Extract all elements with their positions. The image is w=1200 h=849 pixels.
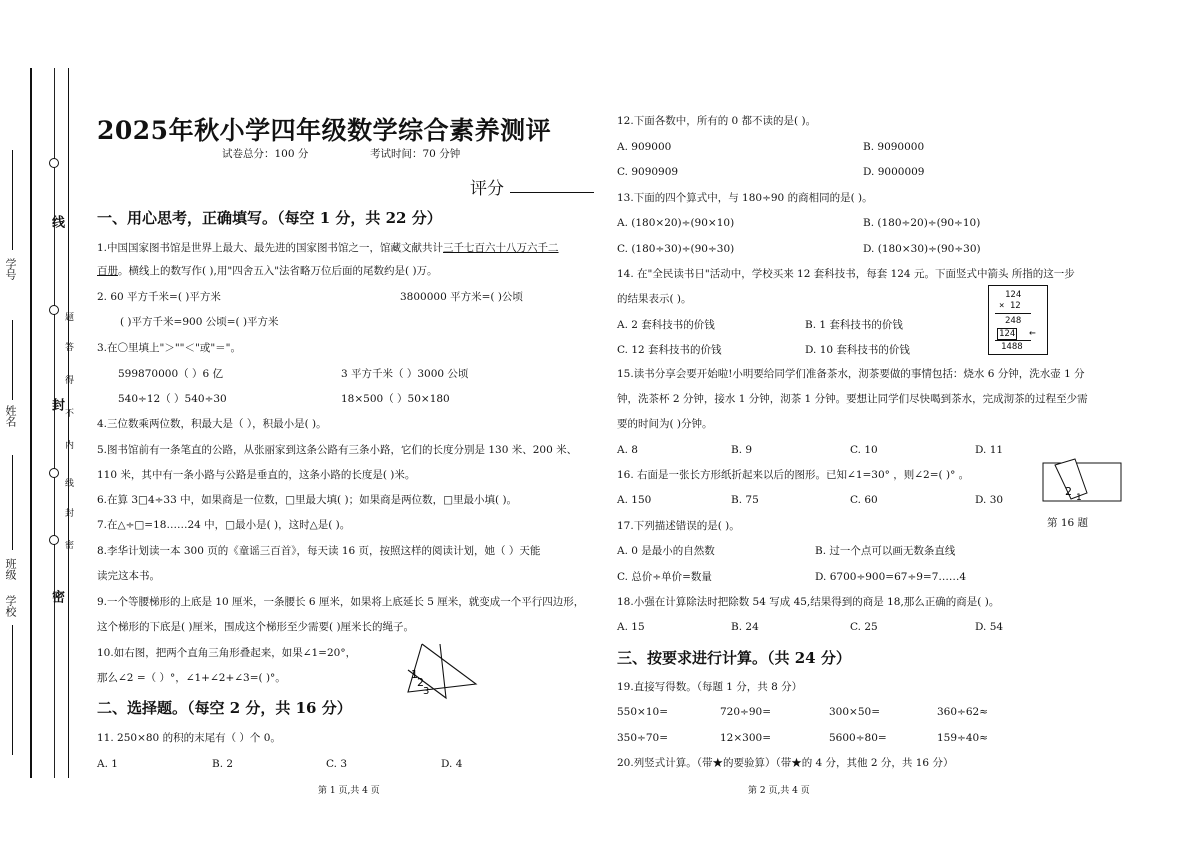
seal-note: 封 — [63, 508, 73, 517]
q12-option-b[interactable]: B. 9090000 — [863, 141, 925, 153]
q9-line2: 这个梯形的下底是( )厘米，围成这个梯形至少需要( )厘米长的绳子。 — [97, 621, 415, 633]
q17: 17.下列描述错误的是( )。 — [617, 520, 740, 532]
section-2-title: 二、选择题。（每空 2 分，共 16 分） — [97, 699, 352, 717]
label-class: 班级 — [4, 558, 17, 580]
q19: 19.直接写得数。（每题 1 分，共 8 分） — [617, 681, 803, 693]
total-score: 试卷总分：100 分 — [222, 148, 309, 160]
arrow-left-icon: ← — [1029, 326, 1036, 339]
q15-line1: 15.读书分享会要开始啦!小明要给同学们准备茶水，沏茶要做的事情包括：烧水 6 分钟，洗水壶 1 分 — [617, 368, 1085, 380]
q3-item-b: 3 平方千米（ ）3000 公顷 — [341, 368, 469, 380]
q4: 4.三位数乘两位数，积最大是（ ），积最小是( )。 — [97, 418, 327, 430]
q19-item[interactable]: 550×10= — [617, 706, 668, 718]
seal-mark-xian: 线 — [49, 215, 64, 228]
q11: 11. 250×80 的积的末尾有（ ）个 0。 — [97, 732, 281, 744]
q5-line1: 5.图书馆前有一条笔直的公路，从张丽家到这条公路有三条小路，它们的长度分别是 130 米、200 米、 — [97, 444, 578, 456]
seal-note: 得 — [63, 375, 73, 384]
seal-note: 线 — [63, 478, 73, 487]
svg-text:3: 3 — [423, 686, 430, 697]
q7: 7.在△÷□=18……24 中，□最小是( )，这时△是( )。 — [97, 519, 351, 531]
margin-line-inner — [68, 68, 69, 778]
q19-item[interactable]: 350÷70= — [617, 732, 668, 744]
seal-note: 不 — [63, 408, 73, 417]
q17-option-c[interactable]: C. 总价÷单价=数量 — [617, 571, 712, 583]
q16-figure-caption: 第 16 题 — [1047, 517, 1089, 529]
seal-note: 答 — [63, 342, 73, 351]
q1-line1: 1.中国国家图书馆是世界上最大、最先进的国家图书馆之一，馆藏文献共计三千七百六十八万六千二 — [97, 242, 559, 254]
q15-line2: 钟，洗茶杯 2 分钟，接水 1 分钟，沏茶 1 分钟。要想让同学们尽快喝到茶水，完成沏茶的过程至少需 — [617, 393, 1088, 405]
q14-option-c[interactable]: C. 12 套科技书的价钱 — [617, 344, 722, 356]
q15-option-d[interactable]: D. 11 — [975, 444, 1004, 456]
q15-option-c[interactable]: C. 10 — [850, 444, 878, 456]
blank-name[interactable] — [12, 320, 13, 400]
binding-hole — [49, 158, 59, 168]
q10-line1: 10.如右图，把两个直角三角形叠起来，如果∠1=20°， — [97, 647, 357, 659]
q15-line3: 要的时间为( )分钟。 — [617, 418, 713, 430]
q15-option-a[interactable]: A. 8 — [617, 444, 638, 456]
q20: 20.列竖式计算。（带★的要验算）（带★的 4 分，其他 2 分，共 16 分） — [617, 757, 954, 769]
section-3-title: 三、按要求进行计算。（共 24 分） — [617, 649, 851, 667]
q19-item[interactable]: 12×300= — [720, 732, 771, 744]
q13-option-a[interactable]: A. (180×20)÷(90×10) — [617, 217, 735, 229]
q1-line2: 百册。横线上的数写作( ),用"四舍五入"法省略万位后面的尾数约是( )万。 — [97, 265, 438, 277]
q19-item[interactable]: 720÷90= — [720, 706, 771, 718]
q6: 6.在算 3□4÷33 中，如果商是一位数，□里最大填( )；如果商是两位数，□里最小填( )。 — [97, 494, 518, 506]
q2-part3: ( )平方千米=900 公顷=( )平方米 — [120, 316, 279, 328]
binding-hole — [49, 305, 59, 315]
q16-folded-paper-figure — [1035, 455, 1125, 505]
seal-line — [54, 68, 55, 778]
q19-item[interactable]: 5600÷80= — [829, 732, 887, 744]
q3-item-a: 599870000（ ）6 亿 — [118, 368, 223, 380]
binding-hole — [49, 535, 59, 545]
seal-mark-feng: 封 — [49, 398, 64, 411]
q2-part1: 2. 60 平方千米=( )平方米 — [97, 291, 221, 303]
score-blank[interactable] — [510, 192, 594, 193]
calc-rule — [995, 313, 1031, 314]
q18-option-b[interactable]: B. 24 — [731, 621, 759, 633]
label-name: 姓名 — [4, 405, 17, 427]
q10-triangles-figure — [400, 640, 480, 700]
q12: 12.下面各数中，所有的 0 都不读的是( )。 — [617, 115, 817, 127]
q3-stem: 3.在〇里填上"＞""＜"或"＝"。 — [97, 342, 241, 354]
q13: 13.下面的四个算式中，与 180÷90 的商相同的是( )。 — [617, 192, 873, 204]
q14-option-b[interactable]: B. 1 套科技书的价钱 — [805, 319, 903, 331]
svg-text:1: 1 — [1076, 493, 1082, 503]
q16-option-b[interactable]: B. 75 — [731, 494, 759, 506]
section-1-title: 一、用心思考，正确填写。（每空 1 分，共 22 分） — [97, 209, 442, 227]
blank-student-id[interactable] — [12, 150, 13, 250]
q19-item[interactable]: 360÷62≈ — [937, 706, 988, 718]
q11-option-a[interactable]: A. 1 — [97, 758, 118, 770]
q13-option-c[interactable]: C. (180÷30)÷(90÷30) — [617, 243, 735, 255]
calc-partial-2: 124 — [999, 329, 1016, 339]
q13-option-b[interactable]: B. (180÷20)÷(90÷10) — [863, 217, 981, 229]
q17-option-b[interactable]: B. 过一个点可以画无数条直线 — [815, 545, 956, 557]
q18-option-c[interactable]: C. 25 — [850, 621, 878, 633]
q5-line2: 110 米，其中有一条小路与公路是垂直的，这条小路的长度是( )米。 — [97, 469, 416, 481]
blank-school[interactable] — [12, 625, 13, 755]
calc-multiplicand: 124 — [1005, 290, 1022, 300]
q11-option-b[interactable]: B. 2 — [212, 758, 234, 770]
label-student-id: 学号 — [4, 258, 17, 280]
seal-note: 密 — [63, 540, 73, 549]
calc-rule — [995, 340, 1031, 341]
q3-item-d: 18×500（ ）50×180 — [341, 393, 450, 405]
q18: 18.小强在计算除法时把除数 54 写成 45,结果得到的商是 18,那么正确的商是( )。 — [617, 596, 1000, 608]
q17-option-a[interactable]: A. 0 是最小的自然数 — [617, 545, 715, 557]
q14-line2: 的结果表示( )。 — [617, 293, 692, 305]
q14-vertical-multiplication — [988, 285, 1048, 355]
q13-option-d[interactable]: D. (180×30)÷(90÷30) — [863, 243, 981, 255]
seal-note: 内 — [63, 440, 73, 449]
q14-option-a[interactable]: A. 2 套科技书的价钱 — [617, 319, 715, 331]
page-footer-2: 第 2 页,共 4 页 — [748, 786, 810, 796]
score-label: 评分 — [470, 179, 504, 199]
exam-time: 考试时间：70 分钟 — [370, 148, 461, 160]
seal-mark-mi: 密 — [49, 590, 64, 603]
exam-title: 2025年秋小学四年级数学综合素养测评 — [97, 116, 552, 145]
q9-line1: 9.一个等腰梯形的上底是 10 厘米，一条腰长 6 厘米，如果将上底延长 5 厘米，就变成一个平行四边形， — [97, 596, 585, 608]
q18-option-a[interactable]: A. 15 — [617, 621, 645, 633]
q19-item[interactable]: 300×50= — [829, 706, 880, 718]
q12-option-c[interactable]: C. 9090909 — [617, 166, 679, 178]
svg-text:1: 1 — [411, 668, 418, 681]
q17-option-d[interactable]: D. 6700÷900=67÷9=7……4 — [815, 571, 967, 583]
label-school: 学校 — [4, 595, 17, 617]
q19-item[interactable]: 159÷40≈ — [937, 732, 988, 744]
q8-line1: 8.李华计划读一本 300 页的《童谣三百首》，每天读 16 页，按照这样的阅读计划，她（ ）天能 — [97, 545, 541, 557]
q2-part2: 3800000 平方米=( )公顷 — [400, 291, 523, 303]
q8-line2: 读完这本书。 — [97, 570, 160, 582]
seal-note: 题 — [63, 312, 73, 321]
q14-line1: 14. 在"全民读书日"活动中，学校买来 12 套科技书，每套 124 元。下面竖式中箭头 所指的这一步 — [617, 268, 1075, 280]
q3-item-c: 540÷12（ ）540÷30 — [118, 393, 227, 405]
q10-line2: 那么∠2 =（ ）°，∠1+∠2+∠3=( )°。 — [97, 672, 286, 684]
q14-option-d[interactable]: D. 10 套科技书的价钱 — [805, 344, 910, 356]
q15-option-b[interactable]: B. 9 — [731, 444, 753, 456]
calc-multiplier: × 12 — [999, 301, 1021, 311]
svg-text:2: 2 — [1065, 485, 1072, 498]
q12-option-d[interactable]: D. 9000009 — [863, 166, 925, 178]
calc-product: 1488 — [1001, 342, 1023, 352]
q16-option-d[interactable]: D. 30 — [975, 494, 1004, 506]
q16-option-a[interactable]: A. 150 — [617, 494, 652, 506]
blank-class[interactable] — [12, 455, 13, 550]
q16-option-c[interactable]: C. 60 — [850, 494, 878, 506]
q18-option-d[interactable]: D. 54 — [975, 621, 1004, 633]
q16: 16. 右面是一张长方形纸折起来以后的图形。已知∠1=30° ，则∠2=( )° 。 — [617, 469, 970, 481]
calc-partial-1: 248 — [1005, 316, 1022, 326]
svg-text:2: 2 — [417, 676, 424, 689]
q11-option-c[interactable]: C. 3 — [326, 758, 348, 770]
binding-hole — [49, 468, 59, 478]
margin-line-outer — [30, 68, 32, 778]
q11-option-d[interactable]: D. 4 — [441, 758, 463, 770]
q12-option-a[interactable]: A. 909000 — [617, 141, 672, 153]
page-footer-1: 第 1 页,共 4 页 — [318, 786, 380, 796]
